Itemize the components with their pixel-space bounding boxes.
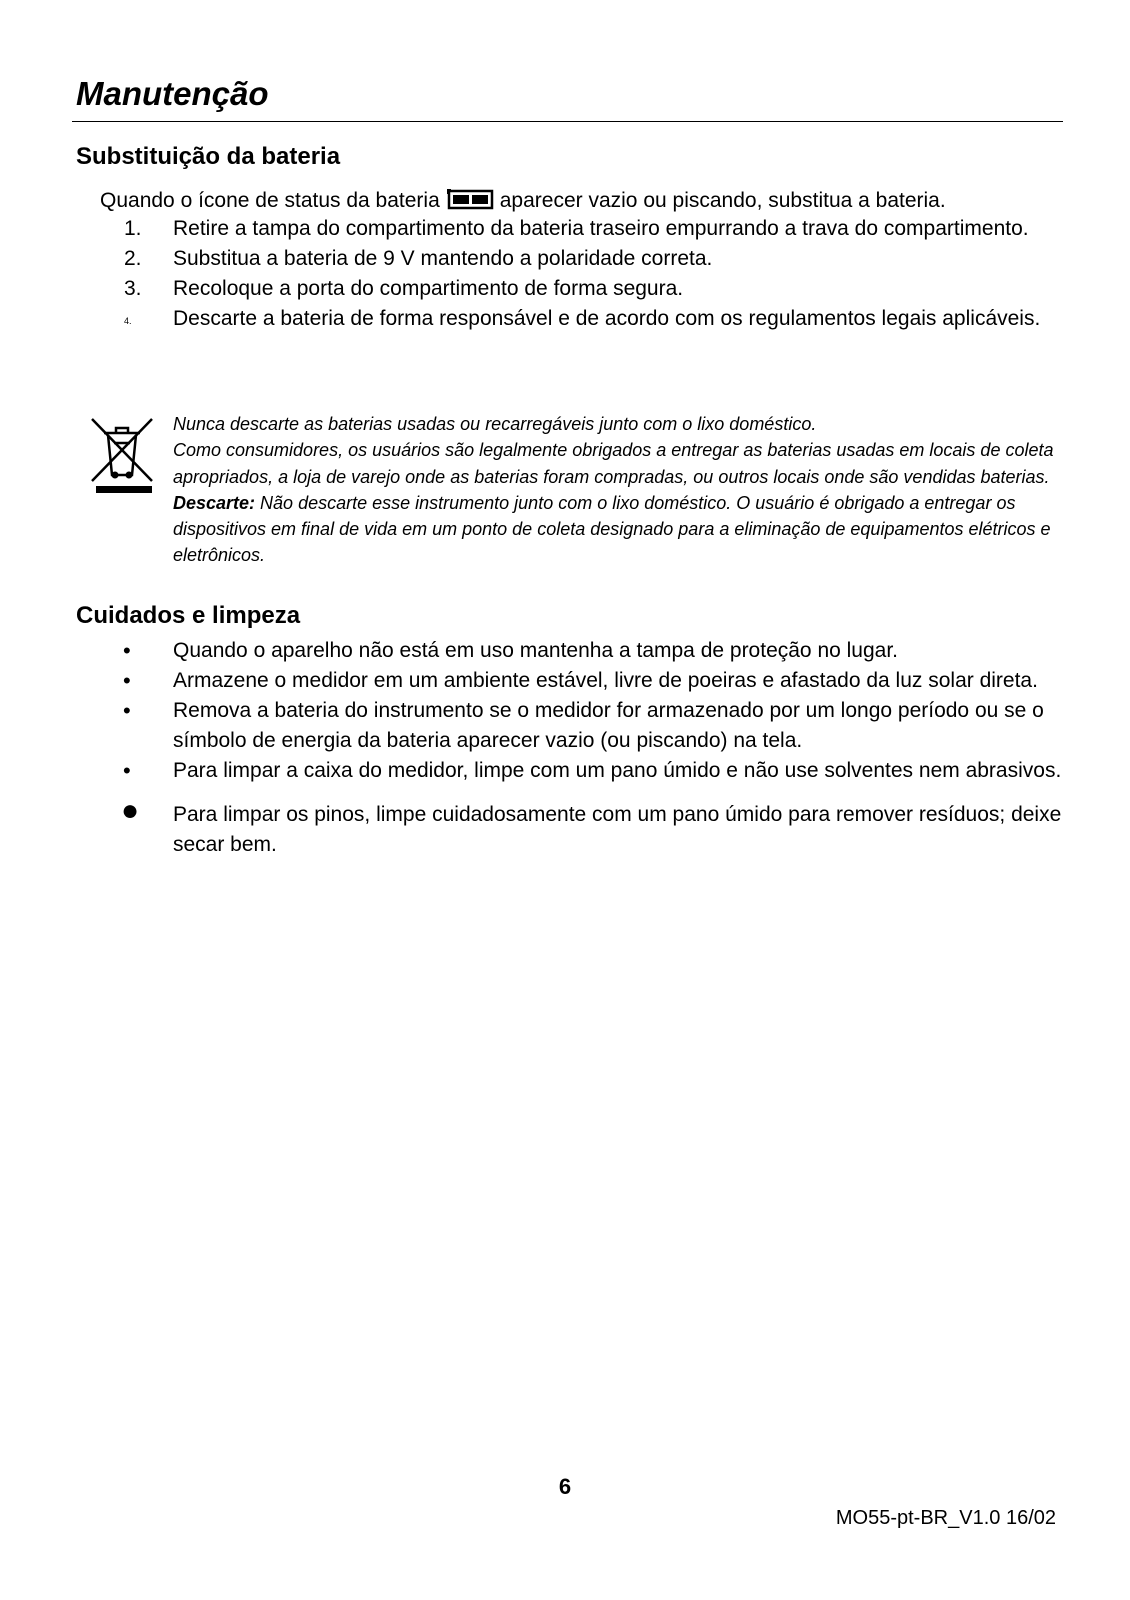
disposal-notice-text	[173, 411, 1078, 569]
care-item-text: Armazene o medidor em um ambiente estável, livre de poeiras e afastado da luz solar direta.	[173, 669, 1038, 692]
intro-text-after: aparecer vazio ou piscando, substitua a bateria.	[499, 189, 946, 212]
page-title: Manutenção	[76, 75, 269, 112]
step-text: Retire a tampa do compartimento da bateria traseiro empurrando a trava do compartimento.	[173, 217, 1029, 240]
list-item	[110, 666, 1070, 696]
list-item	[110, 696, 1070, 756]
disposal-line-2: Como consumidores, os usuários são legalmente obrigados a entregar as baterias usadas em locais de coleta apropriados, a loja de varejo onde as baterias foram compradas, ou outros locais onde são vendidas baterias.	[173, 440, 1054, 487]
step-text: Substitua a bateria de 9 V mantendo a polaridade correta.	[173, 247, 713, 270]
list-item	[110, 304, 1070, 334]
care-section-heading: Cuidados e limpeza	[76, 602, 301, 629]
list-item	[110, 794, 1070, 860]
title-divider	[72, 121, 1063, 122]
battery-section-heading: Substituição da bateria	[76, 143, 341, 170]
step-number: 1.	[124, 217, 142, 240]
crossed-out-bin-icon	[88, 415, 156, 500]
list-item	[110, 636, 1070, 666]
disposal-notice	[88, 411, 1078, 569]
step-text: Recoloque a porta do compartimento de forma segura.	[173, 277, 684, 300]
disposal-line-1: Nunca descarte as baterias usadas ou recarregáveis junto com o lixo doméstico.	[173, 414, 817, 434]
document-code: MO55-pt-BR_V1.0 16/02	[835, 1507, 1056, 1529]
disposal-line-3	[173, 490, 1078, 569]
bullet: •	[123, 668, 131, 693]
step-number: 4.	[124, 316, 132, 326]
page-number: 6	[558, 1474, 572, 1499]
care-item-text: Remova a bateria do instrumento se o medidor for armazenado por um longo período ou se o símbolo de energia da bateria aparecer vazio (ou piscando) na tela.	[173, 699, 1044, 752]
battery-steps-list	[110, 214, 1070, 334]
step-number: 2.	[124, 247, 142, 270]
intro-text-before: Quando o ícone de status da bateria	[100, 189, 440, 212]
care-item-text: Para limpar a caixa do medidor, limpe com um pano úmido e não use solventes nem abrasivos.	[173, 759, 1062, 782]
care-item-text: Quando o aparelho não está em uso mantenha a tampa de proteção no lugar.	[173, 639, 899, 662]
bullet: ●	[121, 794, 140, 827]
list-item	[110, 214, 1070, 244]
list-item	[110, 756, 1070, 786]
bullet: •	[123, 698, 131, 723]
list-item	[110, 244, 1070, 274]
disposal-text: Não descarte esse instrumento junto com o lixo doméstico. O usuário é obrigado a entregar os dispositivos em final de vida em um ponto de coleta designado para a eliminação de equipamentos elétricos e eletrônicos.	[173, 492, 1051, 566]
step-number: 3.	[124, 277, 142, 300]
disposal-label: Descarte:	[173, 492, 256, 513]
list-item	[110, 274, 1070, 304]
care-list	[110, 636, 1070, 860]
care-item-text: Para limpar os pinos, limpe cuidadosamente com um pano úmido para remover resíduos; deixe secar bem.	[173, 803, 1062, 856]
bullet: •	[123, 638, 131, 663]
step-text: Descarte a bateria de forma responsável e de acordo com os regulamentos legais aplicáveis.	[173, 307, 1041, 330]
bullet: •	[123, 758, 131, 783]
